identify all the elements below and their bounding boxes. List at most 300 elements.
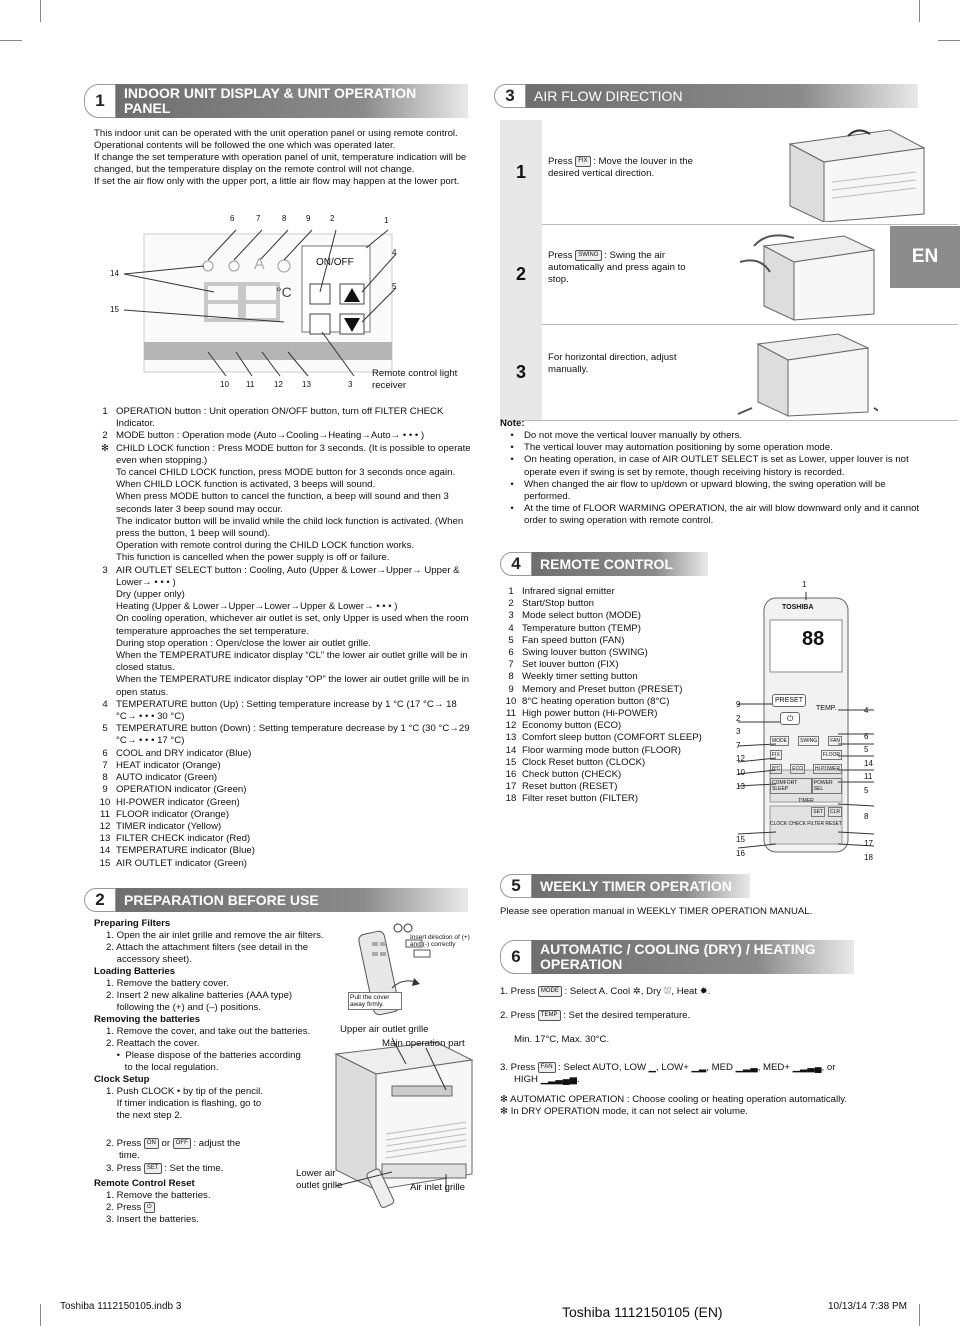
note-text: Do not move the vertical louver manually by others.	[524, 430, 743, 441]
instruction-line: to the local regulation.	[106, 1062, 219, 1073]
panel-callout: 2	[330, 214, 335, 223]
row-number: 3	[500, 324, 542, 420]
remote-reset-block	[94, 1178, 294, 1226]
remote-control-item-list	[500, 586, 740, 806]
panel-callout: 5	[392, 282, 397, 291]
section-1-header	[84, 84, 468, 118]
item-text: OPERATION button : Unit operation ON/OFF button, turn off FILTER CHECK Indicator.	[116, 406, 444, 430]
remote-power-button[interactable]: ⏻	[780, 712, 800, 725]
lower-outlet-label: Lower air outlet grille	[296, 1168, 343, 1191]
item-text: Floor warming mode button (FLOOR)	[522, 744, 681, 756]
remote-callout: 4	[864, 706, 869, 715]
section-number: 3	[494, 84, 526, 108]
instruction-line: 1. Open the air inlet grille and remove the air filters.	[106, 930, 324, 941]
remote-fan-button[interactable]: FAN	[830, 738, 840, 744]
item-text: Reset button (RESET)	[522, 781, 618, 793]
crop-mark	[40, 1304, 41, 1326]
instruction-line: the next step 2.	[106, 1110, 183, 1121]
note-title: Note:	[500, 418, 525, 429]
remote-filter-button[interactable]: FILTER	[807, 821, 825, 827]
item-marker: 2	[508, 598, 514, 610]
row-number: 2	[500, 224, 542, 324]
item-marker: 2	[102, 430, 108, 442]
list-item	[500, 745, 740, 757]
item-marker: 11	[100, 808, 110, 820]
list-item	[500, 671, 740, 683]
item-text: TEMPERATURE indicator (Blue)	[116, 845, 255, 857]
instruction-line: accessory sheet).	[106, 954, 192, 965]
item-marker: 17	[505, 781, 517, 793]
remote-callout: 6	[864, 731, 869, 741]
list-item	[500, 647, 740, 659]
item-text: Infrared signal emitter	[522, 586, 615, 597]
section-title: AUTOMATIC / COOLING (DRY) / HEATING OPERATION	[532, 940, 854, 974]
bullet: •	[510, 503, 514, 515]
item-marker: 15	[99, 857, 111, 869]
item-marker: 10	[505, 695, 517, 707]
reset-step: 1. Remove the batteries.	[106, 1190, 211, 1201]
remote-callout: 15	[736, 835, 745, 845]
item-marker: 8	[102, 772, 108, 784]
instruction-line: 2. Reattach the cover.	[106, 1038, 200, 1049]
list-item	[500, 732, 740, 744]
item-text: FILTER CHECK indicator (Red)	[116, 833, 251, 845]
unit-svg	[296, 1024, 480, 1230]
list-item	[500, 623, 740, 635]
remote-callout: 8	[864, 811, 869, 821]
item-text: Memory and Preset button (PRESET)	[522, 683, 683, 695]
item-marker: 4	[508, 622, 514, 634]
item-text: Mode select button (MODE)	[522, 610, 641, 622]
remote-button-grid	[770, 736, 842, 827]
auto-mode-steps	[500, 986, 920, 1118]
item-text: Clock Reset button (CLOCK)	[522, 756, 646, 768]
item-text: Check button (CHECK)	[522, 769, 622, 781]
list-item	[500, 720, 740, 732]
air-flow-row	[500, 120, 958, 225]
hour-down-key: OFF	[173, 1138, 191, 1149]
remote-timer-label: TIMER	[798, 798, 814, 804]
list-item	[94, 797, 476, 809]
item-text: Temperature button (TEMP)	[522, 622, 641, 634]
instruction-line: • Please dispose of the batteries according	[106, 1050, 301, 1061]
item-marker: 14	[505, 744, 517, 756]
remote-callout: 13	[736, 781, 745, 791]
footer-right: 10/13/14 7:38 PM	[828, 1301, 907, 1312]
item-marker: 13	[505, 732, 517, 744]
item-marker: 14	[99, 845, 111, 857]
remote-set-button[interactable]: SET	[813, 809, 823, 815]
item-text: HEAT indicator (Orange)	[116, 759, 221, 771]
list-item	[500, 757, 740, 769]
battery-illustration	[344, 918, 470, 1028]
item-marker: 5	[508, 634, 514, 646]
footer-left: Toshiba 1112150105.indb 3	[60, 1301, 182, 1312]
list-item	[94, 760, 476, 772]
reset-step: 3. Insert the batteries.	[106, 1214, 199, 1226]
list-item	[500, 708, 740, 720]
step-text: or	[161, 1138, 171, 1150]
remote-callout: 10	[736, 767, 745, 777]
item-text: HI-POWER indicator (Green)	[116, 796, 240, 808]
item-marker: 8	[508, 671, 514, 683]
remote-reset-button[interactable]: RESET	[825, 821, 842, 827]
item-text: AUTO indicator (Green)	[116, 772, 218, 784]
footer-center: Toshiba 1112150105 (EN)	[562, 1304, 723, 1320]
intro-paragraph: If set the air flow only with the upper port, a little air flow may happen at the lower port.	[94, 176, 460, 187]
item-marker: 1	[508, 586, 514, 597]
item-text: MODE button : Operation mode (Auto→Cooling→Heating→Auto→ • • • )	[116, 430, 425, 442]
item-text: COOL and DRY indicator (Blue)	[116, 747, 252, 759]
intro-paragraph: If change the set temperature with operation panel of unit, temperature indication will be changed, but the temperature display on the remote control will not change.	[94, 152, 467, 175]
item-marker: 3	[508, 610, 514, 622]
list-item	[500, 659, 740, 671]
section-5-header	[500, 874, 750, 898]
item-text: CHILD LOCK function : Press MODE button for 3 seconds. (It is possible to operate even when stopping.) To cancel CHILD LOCK function, press MODE button for 3 seconds once again. When CHILD LOCK function is activated, 3 beeps will sound. When press MODE button to cancel the function, a beep will sound and then 3 seconds later 3 beep sound may occur. The indicator button will be invalid while the child lock function is activated. (When press the button, 1 beep will sound). Operation with remote control during the CHILD LOCK function works. This function is cancelled when the power supply is off or failure.	[116, 442, 471, 564]
list-item	[94, 833, 476, 845]
section-title: AIR FLOW DIRECTION	[526, 84, 918, 108]
mode-key: MODE	[538, 986, 562, 997]
section-6-header	[500, 940, 854, 974]
remote-temp-button[interactable]: TEMP.	[816, 705, 837, 712]
instruction-line: following the (+) and (–) positions.	[106, 1002, 261, 1013]
bullet: •	[510, 454, 514, 466]
list-item	[94, 858, 476, 870]
louver-horizontal-illustration	[728, 326, 878, 418]
note-text: ✻ AUTOMATIC OPERATION : Choose cooling or heating operation automatically.	[500, 1094, 847, 1106]
section-3-header	[494, 84, 918, 108]
main-operation-label: Main operation part	[382, 1038, 465, 1049]
item-text: TEMPERATURE button (Up) : Setting temperature increase by 1 °C (17 °C→ 18 °C→ • • • 30 °C)	[116, 698, 457, 723]
remote-clock-button[interactable]: CLOCK	[770, 821, 788, 827]
item-marker: 18	[505, 793, 517, 805]
instruction-line: 2. Insert 2 new alkaline batteries (AAA type)	[106, 990, 293, 1001]
section-title: INDOOR UNIT DISPLAY & UNIT OPERATION PANEL	[116, 84, 468, 118]
reset-step-text: 2. Press	[106, 1202, 142, 1214]
panel-callout: 4	[392, 248, 397, 257]
note-item	[500, 454, 920, 478]
row-number: 1	[500, 120, 542, 224]
step-1	[500, 986, 920, 998]
power-key: ⏻	[144, 1202, 155, 1213]
remote-callout: 16	[736, 848, 745, 858]
panel-callout: 1	[384, 216, 389, 225]
panel-callout: 13	[302, 380, 311, 389]
remote-callout: 18	[864, 852, 873, 862]
item-marker: 10	[99, 796, 111, 808]
crop-mark	[40, 0, 41, 22]
section-number: 6	[500, 940, 532, 974]
panel-callout: 9	[306, 214, 311, 223]
remote-brand: TOSHIBA	[782, 604, 814, 611]
item-text: Start/Stop button	[522, 598, 594, 610]
list-item	[94, 723, 476, 747]
note-item	[500, 503, 920, 527]
row-pre: Press	[548, 156, 573, 168]
item-marker: 1	[102, 406, 108, 417]
list-item	[94, 845, 476, 857]
receiver-label: Remote control light receiver	[372, 368, 458, 391]
item-marker: 5	[102, 723, 108, 735]
subsection-title: Removing the batteries	[94, 1014, 201, 1025]
bullet: •	[510, 442, 514, 454]
step-text: 3. Press	[500, 1062, 536, 1074]
row-text	[548, 250, 708, 286]
subsection-title: Loading Batteries	[94, 966, 176, 977]
item-text: TIMER indicator (Yellow)	[116, 820, 222, 832]
remote-fix-button[interactable]: FIX	[772, 752, 780, 758]
set-key: SET	[144, 1163, 162, 1174]
list-item	[94, 772, 476, 784]
row-desc: : Move the louver in the desired vertical direction.	[548, 156, 693, 180]
step-text: : Set the time.	[164, 1163, 224, 1175]
note-text: The vertical louver may automation positioning by some operation mode.	[524, 442, 833, 454]
note-text: When changed the air flow to up/down or upward blowing, the swing operation will be performed.	[524, 478, 886, 503]
note-item	[500, 479, 920, 503]
item-marker: 13	[99, 833, 111, 845]
item-text: AIR OUTLET indicator (Green)	[116, 857, 247, 869]
item-text: Swing louver button (SWING)	[522, 647, 648, 659]
remote-callout: 2	[736, 713, 741, 723]
instruction-line: 1. Remove the battery cover.	[106, 978, 229, 989]
remote-callouts-right	[864, 704, 878, 864]
fan-key: FAN	[538, 1062, 556, 1073]
item-text: Weekly timer setting button	[522, 671, 638, 683]
note-item	[500, 430, 920, 442]
item-marker: 12	[505, 720, 517, 732]
remote-8c-button[interactable]: 8°C	[772, 766, 781, 772]
panel-callout: 8	[282, 214, 287, 223]
panel-onoff-label: ON/OFF	[316, 257, 354, 268]
panel-degc: °C	[276, 284, 292, 300]
item-text: Economy button (ECO)	[522, 720, 622, 732]
instruction-line: 2. Attach the attachment filters (see detail in the	[106, 942, 309, 953]
section-title: PREPARATION BEFORE USE	[116, 888, 468, 912]
list-item	[500, 684, 740, 696]
section-title: WEEKLY TIMER OPERATION	[532, 874, 750, 898]
item-marker: 6	[102, 747, 108, 759]
remote-preset-button[interactable]: PRESET	[772, 694, 806, 707]
item-marker: 6	[508, 647, 514, 659]
air-flow-table	[500, 120, 958, 410]
section-1-intro	[94, 128, 476, 188]
item-marker: 15	[505, 756, 517, 768]
note-list	[500, 430, 920, 528]
hour-up-key: ON	[144, 1138, 159, 1149]
note-text: At the time of FLOOR WARMING OPERATION, the air will blow downward only and it cannot order to swing operation with remote control.	[524, 503, 920, 527]
item-text: Set louver button (FIX)	[522, 659, 619, 671]
remote-floor-button[interactable]: FLOOR	[822, 752, 840, 758]
item-marker: 3	[102, 564, 108, 576]
crop-mark	[0, 40, 22, 41]
step-text: : adjust the	[193, 1138, 241, 1150]
temp-key: TEMP	[538, 1010, 561, 1021]
bullet: •	[510, 478, 514, 490]
remote-callout: 5	[864, 785, 869, 795]
list-item	[94, 430, 476, 442]
step-text: 3. Press	[106, 1163, 142, 1175]
list-item	[94, 748, 476, 760]
instruction-line: 1. Remove the cover, and take out the batteries.	[106, 1026, 311, 1037]
panel-callout: 10	[220, 380, 229, 389]
remote-callout: 7	[736, 740, 741, 750]
remote-mode-button[interactable]: MODE	[772, 738, 787, 744]
row-pre: Press	[548, 250, 573, 262]
step-text: : Select A. Cool ✲, Dry ⛆, Heat ✹.	[564, 986, 711, 998]
step-text: 1. Press	[500, 986, 536, 998]
step-text: : Select AUTO, LOW ▁, LOW+ ▁▂, MED ▁▂▃, MED+ ▁▂▃▄, or	[558, 1062, 836, 1074]
panel-callout: 11	[246, 380, 255, 389]
section-number: 5	[500, 874, 532, 898]
remote-control-drawing	[736, 580, 876, 858]
list-item	[94, 809, 476, 821]
item-marker: 16	[505, 769, 517, 781]
row-desc: : Swing the air automatically and press again to stop.	[548, 250, 686, 286]
remote-callout: 14	[864, 758, 873, 768]
note-item	[500, 442, 920, 454]
panel-letter-a: A	[254, 256, 265, 273]
remote-hipower-button[interactable]: Hi POWER	[815, 766, 840, 772]
weekly-timer-text: Please see operation manual in WEEKLY TIMER OPERATION MANUAL.	[500, 906, 813, 917]
air-flow-row	[500, 324, 958, 421]
crop-mark	[938, 40, 960, 41]
item-marker: 7	[102, 759, 108, 771]
remote-callout: 3	[736, 727, 741, 737]
list-item	[500, 635, 740, 647]
remote-swing-button[interactable]: SWING	[800, 738, 818, 744]
list-item	[94, 565, 476, 699]
instruction-line: If timer indication is flashing, go to	[106, 1098, 262, 1109]
item-marker: 7	[508, 659, 514, 671]
subsection-title: Preparing Filters	[94, 918, 171, 929]
item-text: OPERATION indicator (Green)	[116, 784, 247, 796]
remote-callouts-left	[736, 698, 750, 860]
crop-mark	[919, 1304, 920, 1326]
item-marker: 11	[506, 708, 516, 720]
air-flow-row	[500, 224, 958, 325]
list-item	[500, 610, 740, 622]
battery-pull-note: Pull the cover away firmly.	[348, 992, 402, 1010]
louver-fix-illustration	[752, 122, 932, 222]
remote-callout: 5	[864, 745, 869, 755]
temp-range: Min. 17°C, Max. 30°C.	[514, 1034, 610, 1046]
remote-callout: 11	[864, 772, 873, 782]
remote-comfort-sleep-button[interactable]: COMFORT SLEEP	[770, 778, 812, 794]
panel-callout: 7	[256, 214, 261, 223]
item-text: TEMPERATURE button (Down) : Setting temperature decrease by 1 °C (30 °C→29 °C→ • • • 17 °C)	[116, 723, 470, 747]
section-4-header	[500, 552, 708, 576]
louver-swing-illustration	[734, 226, 884, 322]
item-text: Fan speed button (FAN)	[522, 634, 625, 646]
list-item	[94, 821, 476, 833]
list-item	[500, 586, 740, 598]
step-3	[500, 1062, 920, 1074]
list-item	[94, 699, 476, 723]
item-text: AIR OUTLET SELECT button : Cooling, Auto (Upper & Lower→Upper→ Upper & Lower→ • • • ) Dry (upper only) Heating (Upper & Lower→Upper→Lower→Upper & Lower→ • • • ) On cooling operation, whichever air outlet is set, only Upper is used when the room temperature approaches the set temperature. During stop operation : Open/close the lower air outlet grille. When the TEMPERATURE indicator display “CL” the lower air outlet grille will be in closed status. When the TEMPERATURE indicator display “OP” the lower air outlet grille will be in open status.	[116, 564, 470, 698]
step-2	[500, 1010, 920, 1022]
list-item	[94, 784, 476, 796]
remote-callout: 17	[864, 839, 873, 849]
item-text: Filter reset button (FILTER)	[522, 793, 639, 805]
item-marker: 9	[102, 784, 108, 796]
language-tab: EN	[890, 226, 960, 288]
instruction-line: 1. Push CLOCK • by tip of the pencil.	[106, 1086, 263, 1097]
step-text: : Set the desired temperature.	[563, 1010, 691, 1022]
list-item	[500, 769, 740, 781]
swing-key: SWING	[575, 250, 601, 261]
row-text	[548, 156, 708, 180]
step-text: time.	[119, 1150, 140, 1162]
indoor-panel-diagram	[96, 212, 476, 398]
remote-callout: 12	[736, 754, 745, 764]
list-item	[94, 443, 476, 565]
air-flow-notes	[500, 418, 920, 528]
panel-callout: 6	[230, 214, 235, 223]
item-text: 8°C heating operation button (8°C)	[522, 695, 670, 707]
step-text: HIGH ▁▂▃▄▅.	[514, 1074, 580, 1086]
section-number: 2	[84, 888, 116, 912]
fix-key: FIX	[575, 156, 590, 167]
intro-paragraph: Operational contents will be followed the one which was operated later.	[94, 140, 396, 151]
item-text: FLOOR indicator (Orange)	[116, 808, 230, 820]
upper-outlet-label: Upper air outlet grille	[340, 1024, 429, 1035]
item-text: High power button (Hi-POWER)	[522, 708, 658, 720]
section-title: REMOTE CONTROL	[532, 552, 708, 576]
item-marker: ✻	[100, 442, 110, 454]
panel-callout: 12	[274, 380, 283, 389]
panel-callout: 15	[110, 305, 119, 314]
list-item	[500, 793, 740, 805]
bullet: •	[510, 430, 514, 441]
note-text: ✻ In DRY OPERATION mode, it can not select air volume.	[500, 1106, 748, 1118]
note-text: On heating operation, in case of AIR OUTLET SELECT is set as Lower, upper louver is not operate even if swing is set by remote, though receiving history is recorded.	[524, 454, 909, 478]
list-item	[500, 598, 740, 610]
remote-power-sel-button[interactable]: POWER SEL	[812, 778, 842, 794]
section-1-item-list	[94, 406, 476, 870]
remote-check-button[interactable]: CHECK	[788, 821, 806, 827]
item-marker: 9	[508, 683, 514, 695]
section-number: 1	[84, 84, 116, 118]
remote-callout: 1	[802, 580, 807, 589]
step-text: 2. Press	[500, 1010, 536, 1022]
intro-paragraph: This indoor unit can be operated with the unit operation panel or using remote control.	[94, 128, 458, 139]
panel-callout: 3	[348, 380, 353, 389]
remote-clr-button[interactable]: CLR	[829, 809, 840, 815]
row-text	[548, 352, 708, 376]
section-2-header	[84, 888, 468, 912]
section-number: 4	[500, 552, 532, 576]
panel-callout: 14	[110, 269, 119, 278]
reset-step	[94, 1202, 294, 1214]
remote-eco-button[interactable]: ECO	[792, 766, 804, 772]
battery-insert-note: Insert direction of (+) and (-) correctly	[410, 934, 470, 948]
remote-lcd-digits: 88	[802, 628, 825, 650]
item-marker: 4	[102, 698, 108, 710]
item-text: Comfort sleep button (COMFORT SLEEP)	[522, 732, 702, 744]
row-desc: For horizontal direction, adjust manually.	[548, 352, 677, 375]
crop-mark	[919, 0, 920, 22]
subsection-title: Clock Setup	[94, 1074, 150, 1085]
item-marker: 12	[99, 820, 111, 832]
list-item	[500, 696, 740, 708]
step-text: 2. Press	[106, 1138, 142, 1150]
clock-step-2	[106, 1138, 286, 1162]
unit-illustration	[296, 1024, 480, 1230]
list-item	[500, 781, 740, 793]
reset-title: Remote Control Reset	[94, 1178, 195, 1189]
remote-callout: 9	[736, 700, 741, 709]
air-inlet-label: Air inlet grille	[410, 1182, 465, 1193]
